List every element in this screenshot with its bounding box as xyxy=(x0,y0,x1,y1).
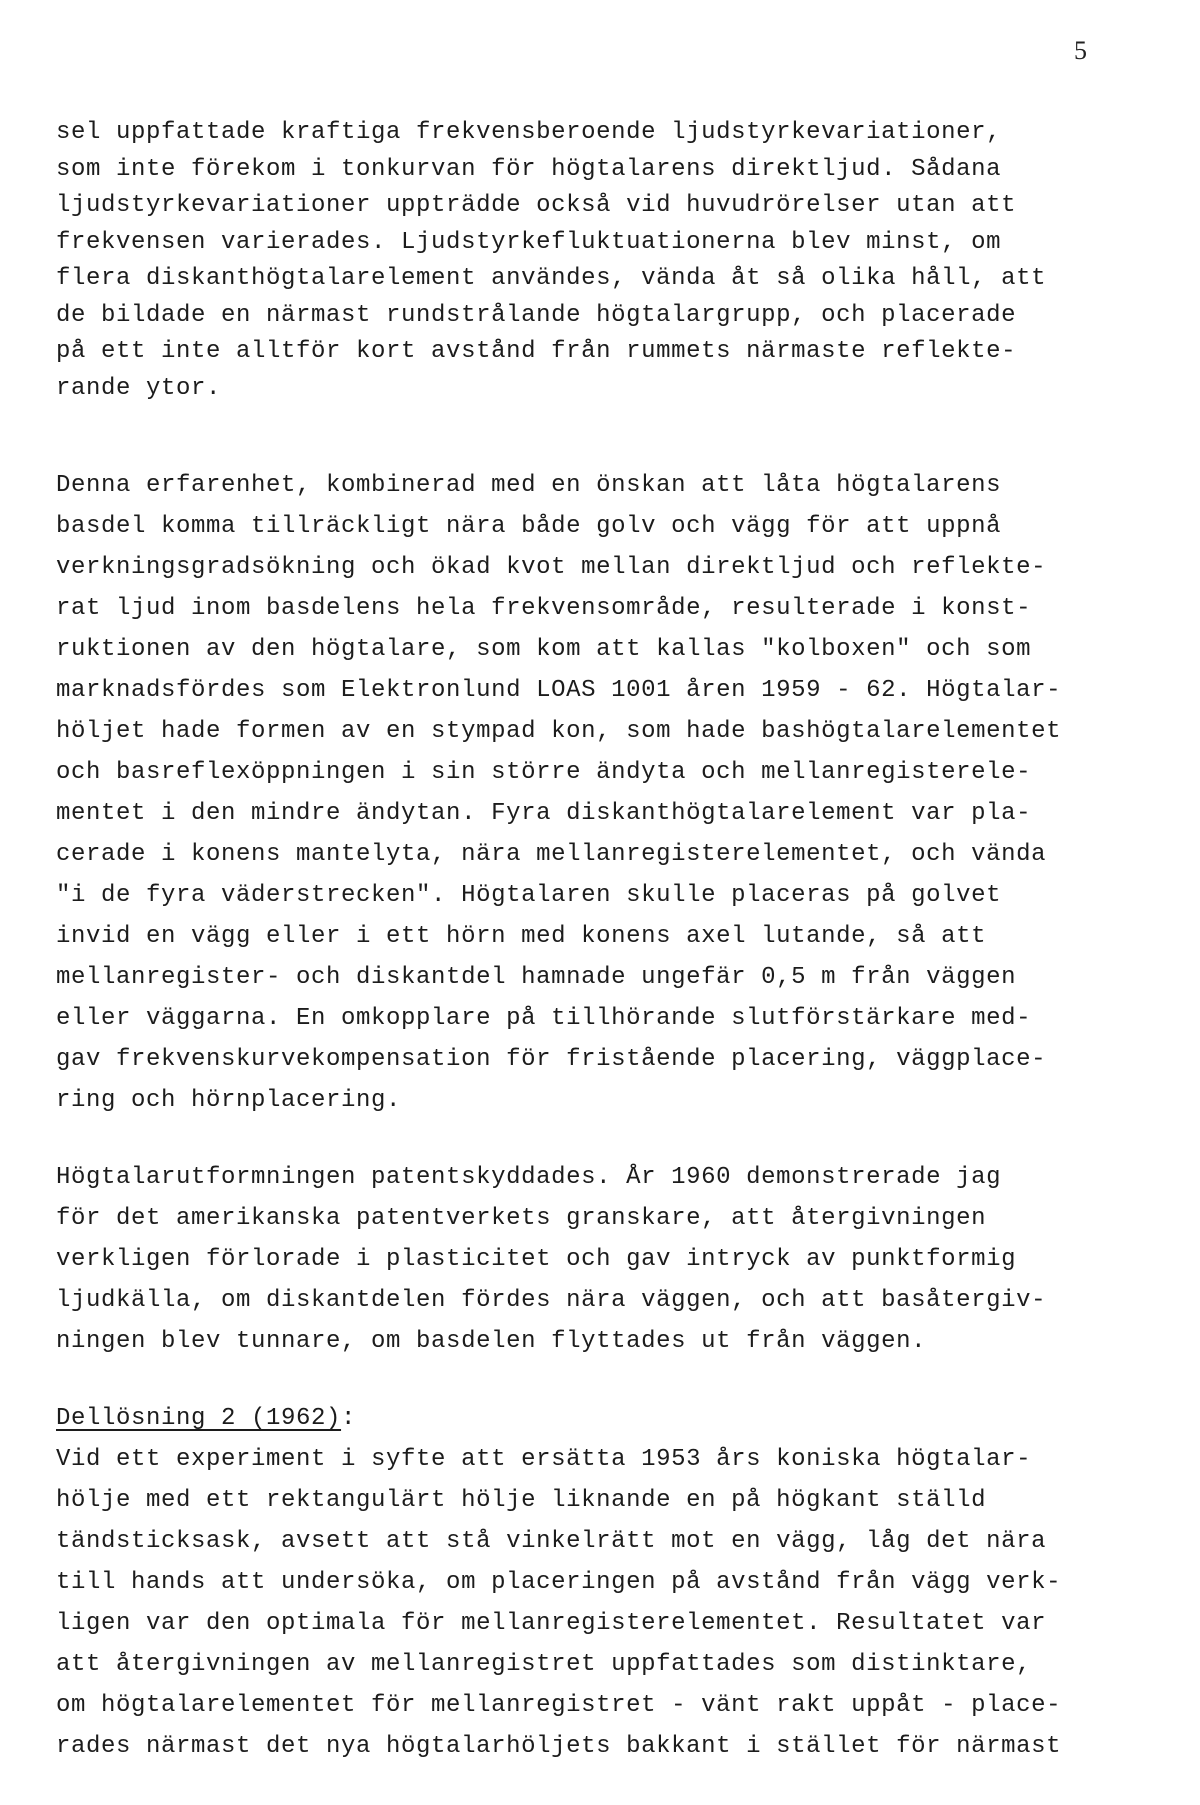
text-line: "i de fyra väderstrecken". Högtalaren skulle placeras på golvet xyxy=(56,882,1002,909)
text-line: ljudstyrkevariationer uppträdde också vid huvudrörelser utan att xyxy=(56,192,1017,219)
text-line: frekvensen varierades. Ljudstyrkefluktuationerna blev minst, om xyxy=(56,229,1002,256)
text-line: marknadsfördes som Elektronlund LOAS 1001 åren 1959 - 62. Högtalar- xyxy=(56,677,1062,704)
text-line: Vid ett experiment i syfte att ersätta 1953 års koniska högtalar- xyxy=(56,1446,1032,1473)
text-line: att återgivningen av mellanregistret uppfattades som distinktare, xyxy=(56,1651,1032,1678)
text-line: höljet hade formen av en stympad kon, som hade bashögtalarelementet xyxy=(56,718,1062,745)
text-line: basdel komma tillräckligt nära både golv och vägg för att uppnå xyxy=(56,513,1002,540)
text-line: på ett inte alltför kort avstånd från rummets närmaste reflekte- xyxy=(56,338,1017,365)
text-line: rat ljud inom basdelens hela frekvensområde, resulterade i konst- xyxy=(56,595,1032,622)
text-line: rande ytor. xyxy=(56,375,222,402)
text-line: hölje med ett rektangulärt hölje liknande en på högkant ställd xyxy=(56,1487,987,1514)
text-line: om högtalarelementet för mellanregistret - vänt rakt uppåt - place- xyxy=(56,1692,1062,1719)
text-line: ljudkälla, om diskantdelen fördes nära väggen, och att basåtergiv- xyxy=(56,1287,1047,1314)
text-line: och basreflexöppningen i sin större ändyta och mellanregisterele- xyxy=(56,759,1032,786)
text-line: rades närmast det nya högtalarhöljets bakkant i stället för närmast xyxy=(56,1733,1062,1760)
text-line: verkningsgradsökning och ökad kvot mellan direktljud och reflekte- xyxy=(56,554,1047,581)
text-line: ruktionen av den högtalare, som kom att kallas "kolboxen" och som xyxy=(56,636,1032,663)
text-line: verkligen förlorade i plasticitet och gav intryck av punktformig xyxy=(56,1246,1017,1273)
text-line: som inte förekom i tonkurvan för högtalarens direktljud. Sådana xyxy=(56,156,1002,183)
text-line: de bildade en närmast rundstrålande högtalargrupp, och placerade xyxy=(56,302,1017,329)
text-line: ring och hörnplacering. xyxy=(56,1087,402,1114)
section-heading-colon: : xyxy=(341,1405,357,1432)
text-line: ningen blev tunnare, om basdelen flyttades ut från väggen. xyxy=(56,1328,927,1355)
section-heading xyxy=(56,1398,356,1439)
text-line: Högtalarutformningen patentskyddades. År 1960 demonstrerade jag xyxy=(56,1164,1002,1191)
text-line: eller väggarna. En omkopplare på tillhörande slutförstärkare med- xyxy=(56,1005,1032,1032)
page-number: 5 xyxy=(1074,36,1087,65)
text-line: Denna erfarenhet, kombinerad med en önskan att låta högtalarens xyxy=(56,472,1002,499)
text-line: sel uppfattade kraftiga frekvensberoende ljudstyrkevariationer, xyxy=(56,119,1002,146)
text-line: cerade i konens mantelyta, nära mellanregisterelementet, och vända xyxy=(56,841,1047,868)
text-line: för det amerikanska patentverkets granskare, att återgivningen xyxy=(56,1205,987,1232)
text-line: ligen var den optimala för mellanregisterelementet. Resultatet var xyxy=(56,1610,1047,1637)
text-line: invid en vägg eller i ett hörn med konens axel lutande, så att xyxy=(56,923,987,950)
text-line: mellanregister- och diskantdel hamnade ungefär 0,5 m från väggen xyxy=(56,964,1017,991)
text-line: gav frekvenskurvekompensation för fristående placering, väggplace- xyxy=(56,1046,1047,1073)
text-line: till hands att undersöka, om placeringen på avstånd från vägg verk- xyxy=(56,1569,1062,1596)
text-line: mentet i den mindre ändytan. Fyra diskanthögtalarelement var pla- xyxy=(56,800,1032,827)
text-line: flera diskanthögtalarelement användes, vända åt så olika håll, att xyxy=(56,265,1047,292)
text-line: tändsticksask, avsett att stå vinkelrätt mot en vägg, låg det nära xyxy=(56,1528,1047,1555)
section-heading-text: Dellösning 2 (1962) xyxy=(56,1405,342,1432)
